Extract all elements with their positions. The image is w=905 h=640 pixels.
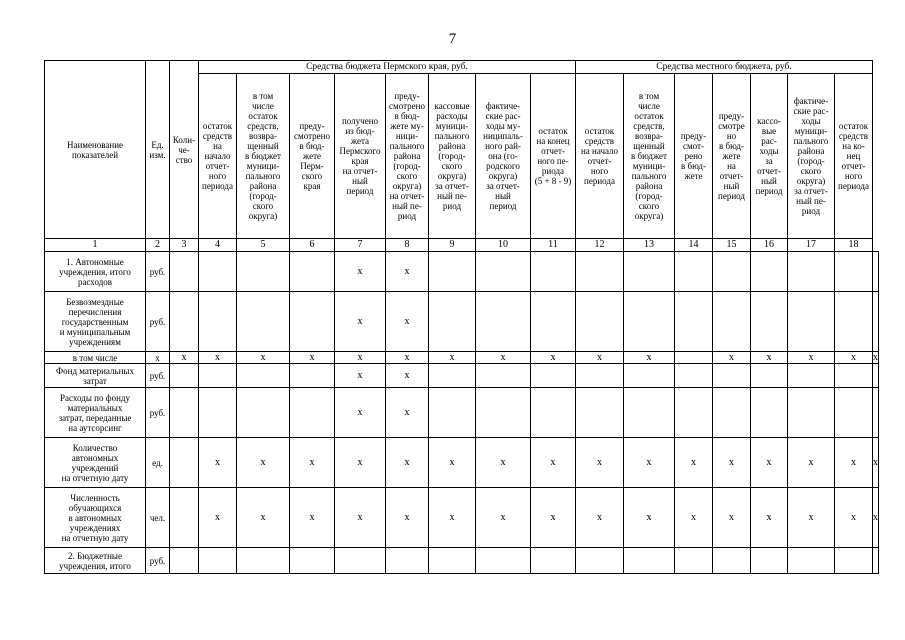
header-quantity-column: Коли- че- ство — [170, 61, 199, 239]
row-unit-cell: руб. — [146, 292, 170, 352]
table-cell — [576, 292, 624, 352]
table-cell: x — [335, 292, 386, 352]
table-cell — [713, 364, 751, 388]
table-cell: x — [386, 292, 429, 352]
table-cell — [476, 292, 531, 352]
table-cell — [873, 388, 879, 438]
row-unit-cell: чел. — [146, 488, 170, 548]
table-cell — [751, 548, 788, 574]
table-cell: x — [713, 488, 751, 548]
report-table — [44, 60, 879, 574]
table-cell: x — [335, 252, 386, 292]
table-cell: x — [429, 488, 476, 548]
table-cell — [624, 388, 675, 438]
column-number-cell: 14 — [675, 239, 713, 252]
table-cell — [835, 292, 873, 352]
header-regional-col-10: фактиче- ские рас- ходы му- ниципаль- ного рай- она (го- родского округа) за отчет- ный период — [476, 74, 531, 239]
table-cell: x — [335, 488, 386, 548]
table-cell — [788, 548, 835, 574]
table-cell: x — [386, 352, 429, 364]
table-cell: x — [713, 438, 751, 488]
table-cell — [624, 292, 675, 352]
column-number-cell: 8 — [386, 239, 429, 252]
table-cell — [199, 364, 237, 388]
table-cell: x — [386, 252, 429, 292]
table-cell — [237, 252, 290, 292]
header-local-col-13: в том числе остаток средств, возвра- щенный в бюджет муници- пального района (город- ского округа) — [624, 74, 675, 239]
row-name-cell: 2. Бюджетные учреждения, итого — [45, 548, 146, 574]
table-cell: x — [386, 364, 429, 388]
table-cell — [675, 252, 713, 292]
row-unit-cell: руб. — [146, 548, 170, 574]
header-regional-col-9: кассовые расходы муници- пального района (город- ского округа) за отчет- ный пе- риод — [429, 74, 476, 239]
table-cell — [873, 548, 879, 574]
table-cell — [576, 252, 624, 292]
table-cell — [290, 388, 335, 438]
table-cell — [429, 388, 476, 438]
table-cell — [476, 548, 531, 574]
column-number-cell: 18 — [835, 239, 873, 252]
table-cell: x — [873, 351, 878, 363]
table-cell — [531, 388, 576, 438]
table-cell: x — [476, 438, 531, 488]
table-cell: x — [788, 352, 835, 364]
table-cell — [675, 352, 713, 364]
table-cell: x — [873, 438, 879, 488]
table-cell: x — [386, 388, 429, 438]
table-cell — [751, 364, 788, 388]
table-cell: x — [237, 438, 290, 488]
table-cell — [675, 292, 713, 352]
header-unit-column: Ед. изм. — [146, 61, 170, 239]
header-regional-col-7: получено из бюд- жета Пермского края на отчет- ный период — [335, 74, 386, 239]
table-cell — [170, 252, 199, 292]
table-cell — [624, 252, 675, 292]
table-row — [45, 352, 879, 364]
table-cell: x — [335, 438, 386, 488]
table-cell: x — [751, 488, 788, 548]
table-cell: x — [751, 352, 788, 364]
row-unit-cell: руб. — [146, 388, 170, 438]
table-row — [45, 488, 879, 548]
table-row — [45, 388, 879, 438]
table-cell — [237, 548, 290, 574]
table-cell: x — [751, 438, 788, 488]
table-cell: x — [199, 488, 237, 548]
header-local-col-15: преду- смотре но в бюд- жете на отчет- ный период — [713, 74, 751, 239]
table-row — [45, 364, 879, 388]
table-cell — [531, 548, 576, 574]
header-regional-col-8: преду- смотрено в бюд- жете му- ници- пального района (город- ского округа) на отчет- ный пе- риод — [386, 74, 429, 239]
table-cell — [476, 388, 531, 438]
table-cell — [199, 292, 237, 352]
table-cell: x — [675, 438, 713, 488]
table-cell: x — [335, 352, 386, 364]
table-cell: x — [476, 352, 531, 364]
table-cell — [713, 548, 751, 574]
table-cell: x — [531, 438, 576, 488]
table-cell: x — [624, 488, 675, 548]
table-cell — [624, 548, 675, 574]
table-cell — [429, 252, 476, 292]
table-cell: x — [531, 488, 576, 548]
table-cell: x — [199, 352, 237, 364]
row-name-cell: Расходы по фонду материальных затрат, переданные на аутсорсинг — [45, 388, 146, 438]
column-number-cell: 15 — [713, 239, 751, 252]
table-cell — [751, 292, 788, 352]
table-cell: x — [386, 488, 429, 548]
table-cell: x — [290, 488, 335, 548]
header-local-col-12: остаток средств на начало отчет- ного периода — [576, 74, 624, 239]
table-cell: x — [576, 488, 624, 548]
table-cell — [237, 388, 290, 438]
table-cell: x — [237, 488, 290, 548]
table-cell — [290, 252, 335, 292]
table-cell — [788, 252, 835, 292]
table-cell — [873, 292, 879, 352]
table-cell — [237, 364, 290, 388]
table-row — [45, 252, 879, 292]
column-number-cell: 7 — [335, 239, 386, 252]
table-cell — [237, 292, 290, 352]
table-cell — [788, 388, 835, 438]
table-cell: x — [335, 388, 386, 438]
table-cell — [751, 388, 788, 438]
table-cell: x — [386, 438, 429, 488]
table-cell — [713, 388, 751, 438]
table-cell — [835, 364, 873, 388]
header-regional-col-5: в том числе остаток средств, возвра- щенный в бюджет муници- пального района (город- ского округа) — [237, 74, 290, 239]
column-number-cell: 5 — [237, 239, 290, 252]
header-regional-col-4: остаток средств на начало отчет- ного периода — [199, 74, 237, 239]
table-cell — [199, 252, 237, 292]
table-cell — [429, 364, 476, 388]
table-cell — [531, 292, 576, 352]
table-cell: x — [873, 488, 879, 548]
table-cell — [624, 364, 675, 388]
header-regional-col-6: преду- смотрено в бюд- жете Перм- ского края — [290, 74, 335, 239]
table-cell: x — [199, 438, 237, 488]
header-local-col-16: кассо- вые рас- ходы за отчет- ный период — [751, 74, 788, 239]
table-cell — [170, 388, 199, 438]
table-cell — [386, 548, 429, 574]
row-name-cell: Фонд материальных затрат — [45, 364, 146, 388]
table-cell — [675, 388, 713, 438]
table-cell — [788, 364, 835, 388]
header-name-column: Наименование показателей — [45, 61, 146, 239]
row-unit-cell: x — [146, 352, 170, 364]
table-cell: x — [531, 352, 576, 364]
table-cell — [199, 548, 237, 574]
table-cell — [751, 252, 788, 292]
table-cell: x — [335, 364, 386, 388]
table-cell — [531, 364, 576, 388]
table-cell: x — [290, 438, 335, 488]
table-cell: x — [788, 488, 835, 548]
table-cell — [429, 292, 476, 352]
table-cell: x — [429, 438, 476, 488]
table-cell: x — [170, 352, 199, 364]
table-cell — [429, 548, 476, 574]
header-local-col-17: фактиче- ские рас- ходы муници- пального района (город- ского округа) за отчет- ный пе- риод — [788, 74, 835, 239]
row-name-cell: в том числе — [45, 352, 146, 364]
table-cell: x — [788, 438, 835, 488]
table-cell: x — [675, 488, 713, 548]
table-cell: x — [835, 488, 873, 548]
row-name-cell: 1. Автономные учреждения, итого расходов — [45, 252, 146, 292]
header-local-col-18: остаток средств на ко- нец отчет- ного периода — [835, 74, 873, 239]
table-cell — [170, 438, 199, 488]
row-name-cell: Количество автономных учреждений на отчетную дату — [45, 438, 146, 488]
row-name-cell: Безвозмездные перечисления государственным и муниципальным учреждениям — [45, 292, 146, 352]
column-number-cell: 3 — [170, 239, 199, 252]
table-cell — [290, 292, 335, 352]
table-cell: x — [237, 352, 290, 364]
table-cell — [170, 548, 199, 574]
table-cell: x — [835, 438, 873, 488]
table-cell — [835, 252, 873, 292]
row-unit-cell: руб. — [146, 364, 170, 388]
column-number-cell: 13 — [624, 239, 675, 252]
table-cell — [199, 388, 237, 438]
table-cell: x — [624, 352, 675, 364]
column-number-cell: 6 — [290, 239, 335, 252]
header-group-local-budget: Средства местного бюджета, руб. — [576, 61, 873, 74]
table-cell — [170, 292, 199, 352]
column-number-cell: 9 — [429, 239, 476, 252]
column-number-cell: 4 — [199, 239, 237, 252]
table-cell — [576, 388, 624, 438]
table-cell — [170, 488, 199, 548]
column-number-cell: 17 — [788, 239, 835, 252]
column-number-cell: 2 — [146, 239, 170, 252]
table-cell — [788, 292, 835, 352]
table-cell: x — [476, 488, 531, 548]
row-unit-cell: ед. — [146, 438, 170, 488]
table-cell — [576, 364, 624, 388]
table-cell — [290, 364, 335, 388]
table-cell: x — [429, 352, 476, 364]
table-cell — [713, 292, 751, 352]
table-cell — [335, 548, 386, 574]
table-cell — [476, 252, 531, 292]
table-row — [45, 548, 879, 574]
column-number-cell: 11 — [531, 239, 576, 252]
page-number: 7 — [448, 31, 457, 47]
column-number-cell: 12 — [576, 239, 624, 252]
table-cell — [713, 252, 751, 292]
table-cell: x — [624, 438, 675, 488]
table-cell: x — [835, 352, 873, 364]
table-cell — [290, 548, 335, 574]
column-number-cell: 1 — [45, 239, 146, 252]
table-row — [45, 292, 879, 352]
header-regional-col-11: остаток на конец отчет- ного пе- риода (5 + 8 - 9) — [531, 74, 576, 239]
table-cell: x — [576, 438, 624, 488]
table-cell: x — [713, 352, 751, 364]
table-cell — [675, 364, 713, 388]
table-cell: x — [290, 352, 335, 364]
table-cell — [873, 252, 879, 292]
column-number-cell: 10 — [476, 239, 531, 252]
table-cell — [675, 548, 713, 574]
row-unit-cell: руб. — [146, 252, 170, 292]
table-cell — [576, 548, 624, 574]
table-cell — [531, 252, 576, 292]
table-cell: x — [576, 352, 624, 364]
table-cell — [476, 364, 531, 388]
table-cell — [835, 388, 873, 438]
row-name-cell: Численность обучающихся в автономных учреждениях на отчетную дату — [45, 488, 146, 548]
table-row — [45, 438, 879, 488]
header-local-col-14: преду- смот- рено в бюд- жете — [675, 74, 713, 239]
column-number-cell: 16 — [751, 239, 788, 252]
table-cell — [170, 364, 199, 388]
table-cell — [873, 364, 879, 388]
table-cell — [835, 548, 873, 574]
header-group-regional-budget: Средства бюджета Пермского края, руб. — [199, 61, 576, 74]
